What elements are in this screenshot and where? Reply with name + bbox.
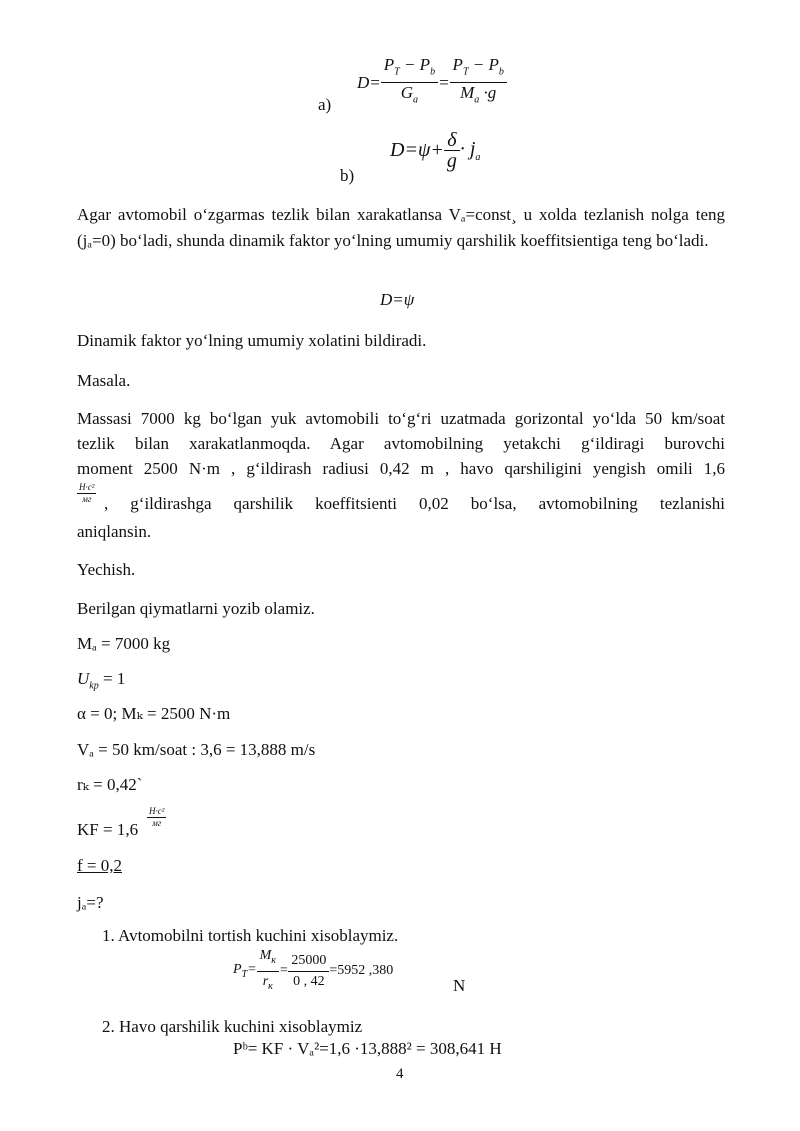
step-2-formula: Pᵇ= KF · Vₐ²=1,6 ·13,888² = 308,641 H: [233, 1039, 502, 1058]
given-kf-unit: H·c² мг: [149, 806, 165, 828]
paragraph-dynamic-factor: Dinamik faktor yo‘lning umumiy xolatini bildiradi.: [77, 331, 427, 350]
formula-b-fraction: $\frac{\delta}{g}$: [444, 130, 460, 171]
given-ja-question: jₐ=?: [77, 893, 104, 912]
given-kf: KF = 1,6: [77, 820, 139, 839]
given-ukp: $U_{kp} = 1$: [77, 669, 126, 692]
heading-masala: Masala.: [77, 371, 131, 390]
problem-unit-fraction: H·c² мг: [79, 482, 95, 504]
formula-b: [390, 130, 480, 171]
formula-a: D= $\frac{P_T - P_b}{G_a}$ = $\frac{P_T - P_b}{M_a \cdot g}$: [357, 55, 507, 111]
given-f: f = 0,2: [77, 856, 122, 875]
problem-line-5: aniqlansin.: [77, 522, 152, 541]
equation-d-psi: D=ψ: [380, 290, 415, 309]
problem-line-4: , g‘ildirashga qarshilik koeffitsienti 0,02 bo‘lsa, avtomobilning tezlanishi: [104, 494, 725, 513]
formula-b-rest: · $j_a$: [459, 138, 481, 163]
problem-line-1: Massasi 7000 kg bo‘lgan yuk avtomobili to‘g‘ri uzatmada gorizontal yo‘lda 50 km/soat: [77, 409, 725, 428]
heading-yechish: Yechish.: [77, 560, 136, 579]
formula-a-fraction-1: $\frac{P_T - P_b}{G_a}$: [381, 55, 438, 111]
given-title: Berilgan qiymatlarni yozib olamiz.: [77, 599, 315, 618]
formula-b-lhs: D=ψ+: [390, 139, 444, 161]
given-radius: rₖ = 0,42`: [77, 775, 143, 794]
step-1-text: 1. Avtomobilni tortish kuchini xisoblaymiz.: [102, 926, 399, 945]
problem-line-3: moment 2500 N·m , g‘ildirash radiusi 0,42 m , havo qarshiligini yengish omili 1,6: [77, 459, 725, 478]
page-number: 4: [396, 1066, 404, 1082]
formula-a-fraction-2: $\frac{P_T - P_b}{M_a \cdot g}$: [450, 55, 507, 111]
formula-a-label: a): [318, 95, 332, 114]
given-alpha-moment: α = 0; Mₖ = 2500 N·m: [77, 704, 231, 723]
step-1-unit: N: [453, 976, 466, 995]
paragraph-zero-acceleration: Agar avtomobil o‘zgarmas tezlik bilan xarakatlansa Vₐ=const¸ u xolda tezlanish nolga teng (jₐ=0) bo‘ladi, shunda dinamik faktor yo‘lning umumiy qarshilik koeffitsientiga teng bo‘ladi.: [77, 205, 725, 250]
step-1-formula: $P_T=$ $\frac{M_к}{r_к}$ = $\frac{25000}{0 , 42}$ =5952 ,380: [233, 948, 394, 992]
formula-b-label: b): [340, 166, 355, 185]
given-mass: Mₐ = 7000 kg: [77, 634, 171, 653]
step-2-text: 2. Havo qarshilik kuchini xisoblaymiz: [102, 1017, 363, 1036]
problem-line-2: tezlik bilan xarakatlanmoqda. Agar avtomobilning yetakchi g‘ildiragi burovchi: [77, 434, 725, 453]
given-velocity: Vₐ = 50 km/soat : 3,6 = 13,888 m/s: [77, 740, 316, 759]
formula-a-lhs: D=: [357, 72, 381, 92]
